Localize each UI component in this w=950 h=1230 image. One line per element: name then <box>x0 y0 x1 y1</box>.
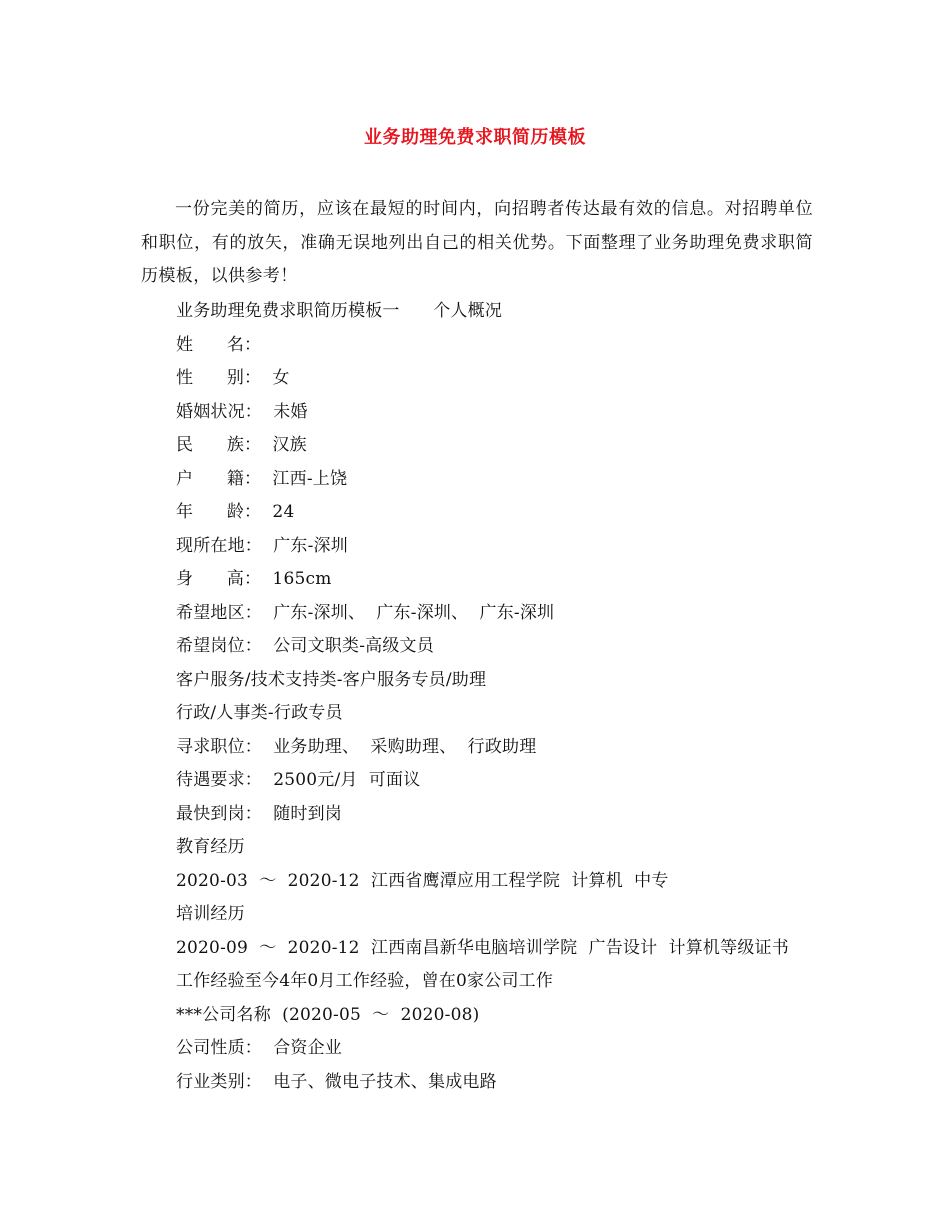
desired-position-line-3: 行政/人事类-行政专员 <box>176 703 343 723</box>
field-hukou: 户 籍： 江西-上饶 <box>176 469 348 489</box>
field-job-sought: 寻求职位： 业务助理、 采购助理、 行政助理 <box>176 737 537 757</box>
field-current-location: 现所在地： 广东-深圳 <box>176 536 348 556</box>
field-company-type: 公司性质： 合资企业 <box>176 1038 343 1058</box>
section-heading-education: 教育经历 <box>176 837 245 857</box>
field-industry: 行业类别： 电子、微电子技术、集成电路 <box>176 1072 497 1092</box>
education-entry: 2020-03 ～ 2020-12 江西省鹰潭应用工程学院 计算机 中专 <box>176 871 669 891</box>
section-heading-training: 培训经历 <box>176 904 245 924</box>
field-marital-status: 婚姻状况： 未婚 <box>176 402 308 422</box>
intro-paragraph: 一份完美的简历，应该在最短的时间内，向招聘者传达最有效的信息。对招聘单位和职位，有的放矢，准确无误地列出自己的相关优势。下面整理了业务助理免费求职简历模板，以供参考！ <box>141 199 813 286</box>
training-entry: 2020-09 ～ 2020-12 江西南昌新华电脑培训学院 广告设计 计算机等级证书 <box>176 938 789 958</box>
field-age: 年 龄： 24 <box>176 502 295 522</box>
desired-position-line-2: 客户服务/技术支持类-客户服务专员/助理 <box>176 670 487 690</box>
field-salary: 待遇要求： 2500元/月 可面议 <box>176 770 421 790</box>
section-heading-personal: 业务助理免费求职简历模板一 个人概况 <box>176 301 503 321</box>
field-gender: 性 别： 女 <box>176 368 290 388</box>
company-entry: ***公司名称 (2020-05 ～ 2020-08) <box>176 1005 480 1025</box>
field-name: 姓 名： <box>176 335 262 355</box>
document-title: 业务助理免费求职简历模板 <box>364 127 586 148</box>
field-ethnicity: 民 族： 汉族 <box>176 435 307 455</box>
field-desired-region: 希望地区： 广东-深圳、 广东-深圳、 广东-深圳 <box>176 603 555 623</box>
field-availability: 最快到岗： 随时到岗 <box>176 804 343 824</box>
field-height: 身 高： 165cm <box>176 569 332 589</box>
field-desired-position: 希望岗位： 公司文职类-高级文员 <box>176 636 434 656</box>
work-experience-summary: 工作经验至今4年0月工作经验，曾在0家公司工作 <box>176 971 554 991</box>
